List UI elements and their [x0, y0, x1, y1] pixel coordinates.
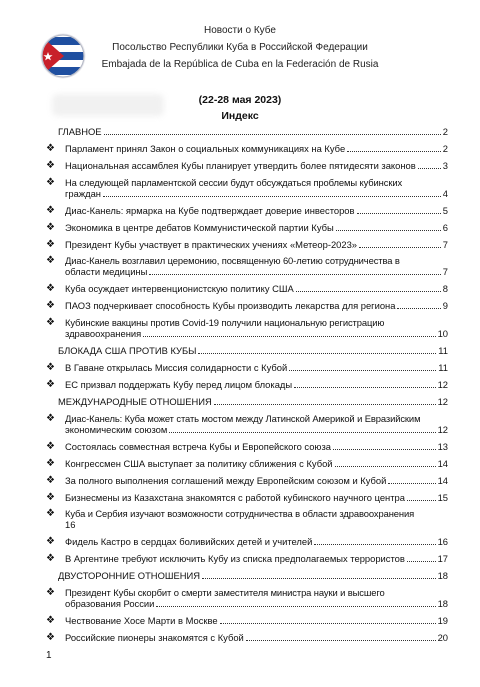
bullet-icon: ❖	[46, 238, 55, 250]
leader-dots	[333, 449, 436, 450]
leader-dots	[246, 640, 436, 641]
toc-label: ЕС призвал поддержать Кубу перед лицом блокады	[65, 379, 293, 390]
leader-dots	[103, 196, 441, 197]
bullet-icon: ❖	[46, 508, 55, 520]
leader-dots	[335, 466, 436, 467]
leader-dots	[397, 308, 440, 309]
toc-page-number: 14	[437, 474, 448, 486]
bullet-icon: ❖	[46, 283, 55, 295]
toc-label: ГЛАВНОЕ	[58, 126, 102, 137]
toc-label-line1: На следующей парламентской сессии будут обсуждаться проблемы кубинских	[65, 176, 403, 188]
bullet-icon: ❖	[46, 615, 55, 627]
bullet-icon: ❖	[46, 176, 55, 188]
bullet-icon: ❖	[46, 491, 55, 503]
toc-page-number: 11	[438, 345, 448, 357]
leader-dots	[149, 274, 440, 275]
toc-page-number: 15	[437, 491, 448, 503]
toc-label-line2: здравоохранения	[65, 328, 142, 340]
toc-label: В Гаване открылась Миссия солидарности с Кубой	[65, 362, 288, 374]
leader-dots	[214, 404, 436, 405]
bullet-icon: ❖	[46, 412, 55, 424]
bullet-icon: ❖	[46, 440, 55, 452]
toc-label-line2: граждан	[65, 187, 101, 199]
toc-label: Куба осуждает интервенционистскую политику США	[65, 283, 294, 295]
bullet-icon: ❖	[46, 300, 55, 312]
toc-label: Экономика в центре дебатов Коммунистической партии Кубы	[65, 221, 334, 233]
toc-page-number: 4	[442, 187, 448, 199]
toc-page-number: 7	[442, 238, 448, 250]
bullet-icon: ❖	[46, 159, 55, 171]
toc-label-line1: Куба и Сербия изучают возможности сотрудничества в области здравоохранения	[65, 508, 415, 520]
leader-dots	[202, 578, 436, 579]
toc-label: Российские пионеры знакомятся с Кубой	[65, 632, 244, 643]
toc-page-number: 10	[437, 328, 448, 340]
leader-dots	[289, 370, 436, 371]
toc-page-number: 2	[442, 142, 448, 154]
toc-label-line2: 16	[65, 519, 76, 531]
toc-page-number: 18	[437, 570, 448, 582]
page-number: 1	[46, 650, 52, 661]
bullet-icon: ❖	[46, 221, 55, 233]
toc-label: БЛОКАДА США ПРОТИВ КУБЫ	[58, 345, 197, 357]
leader-dots	[359, 247, 441, 248]
toc-label-line1: Диас-Канель возглавил церемонию, посвященную 60-летию сотрудничества в	[65, 255, 400, 267]
toc-label: Фидель Кастро в сердцах боливийских детей и учителей	[65, 536, 313, 548]
toc-label: За полного выполнения соглашений между Европейским союзом и Кубой	[65, 474, 387, 486]
leader-dots	[294, 387, 435, 388]
bullet-icon: ❖	[46, 457, 55, 469]
toc-label: ДВУСТОРОННИЕ ОТНОШЕНИЯ	[58, 570, 200, 582]
toc-label: ПАОЗ подчеркивает способность Кубы производить лекарства для региона	[65, 300, 396, 312]
toc-page-number: 17	[437, 553, 448, 565]
toc-label-line2: образования России	[65, 598, 155, 610]
toc-label: Диас-Канель: ярмарка на Кубе подтверждает доверие инвесторов	[65, 204, 355, 216]
leader-dots	[388, 483, 435, 484]
leader-dots	[336, 230, 441, 231]
leader-dots	[104, 134, 441, 135]
toc-page-number: 12	[437, 423, 448, 435]
toc-label: Чествование Хосе Марти в Москве	[65, 615, 218, 627]
bullet-icon: ❖	[46, 587, 55, 599]
toc-label: Президент Кубы участвует в практических учениях «Метеор-2023»	[65, 238, 358, 250]
toc-page-number: 9	[442, 300, 448, 312]
toc-page-number: 18	[437, 598, 448, 610]
date-range: (22-28 мая 2023)	[198, 94, 282, 106]
toc-label-line2: экономическим союзом	[65, 423, 168, 435]
toc-page-number: 12	[437, 379, 448, 390]
bullet-icon: ❖	[46, 142, 55, 154]
leader-dots	[418, 168, 441, 169]
leader-dots	[357, 213, 441, 214]
leader-dots	[347, 151, 441, 152]
leader-dots	[156, 606, 435, 607]
header-title: Новости о Кубе	[204, 25, 276, 36]
toc-page-number: 6	[442, 221, 448, 233]
toc-label: Конгрессмен США выступает за политику сближения с Кубой	[65, 457, 333, 469]
toc-label-line1: Диас-Канель: Куба может стать мостом между Латинской Америкой и Евразийским	[65, 412, 421, 424]
bullet-icon: ❖	[46, 204, 55, 216]
header-embassy-es: Embajada de la República de Cuba en la Federación de Rusia	[101, 59, 379, 70]
toc-label-line1: Президент Кубы скорбит о смерти заместителя министра науки и высшего	[65, 587, 385, 599]
toc-label: Парламент принял Закон о социальных коммуникациях на Кубе	[65, 142, 346, 154]
toc-label: Состоялась совместная встреча Кубы и Европейского союза	[65, 440, 331, 452]
toc-page-number: 12	[437, 395, 448, 407]
toc-page-number: 3	[442, 159, 448, 171]
leader-dots	[296, 291, 441, 292]
bullet-icon: ❖	[46, 379, 55, 390]
toc-label: В Аргентине требуют исключить Кубу из списка предполагаемых террористов	[65, 553, 405, 565]
toc-label: Национальная ассамблея Кубы планирует утвердить более пятидесяти законов	[65, 159, 416, 171]
leader-dots	[314, 544, 435, 545]
toc-page-number: 8	[442, 283, 448, 295]
toc-page-number: 11	[438, 362, 448, 374]
toc-page-number: 16	[437, 536, 448, 548]
bullet-icon: ❖	[46, 317, 55, 329]
toc-page-number: 5	[442, 204, 448, 216]
toc-label-line1: Кубинские вакцины против Covid-19 получили национальную регистрацию	[65, 317, 385, 329]
toc-page-number: 13	[437, 440, 448, 452]
toc-label-line2: области медицины	[65, 266, 148, 278]
toc-label: МЕЖДУНАРОДНЫЕ ОТНОШЕНИЯ	[58, 395, 212, 407]
toc-page-number: 7	[442, 266, 448, 278]
leader-dots	[407, 561, 436, 562]
toc-page-number: 19	[437, 615, 448, 627]
leader-dots	[143, 336, 435, 337]
header-embassy-ru: Посольство Республики Куба в Российской Федерации	[112, 42, 368, 53]
bullet-icon: ❖	[46, 553, 55, 565]
leader-dots	[220, 623, 436, 624]
cuba-flag-emblem-icon	[40, 33, 86, 79]
bullet-icon: ❖	[46, 362, 55, 374]
bullet-icon: ❖	[46, 632, 55, 643]
leader-dots	[407, 500, 436, 501]
toc-page-number: 20	[437, 632, 448, 643]
leader-dots	[169, 432, 435, 433]
bullet-icon: ❖	[46, 536, 55, 548]
bullet-icon: ❖	[46, 255, 55, 267]
toc-page-number: 2	[442, 126, 448, 137]
leader-dots	[198, 353, 436, 354]
bullet-icon: ❖	[46, 474, 55, 486]
index-title: Индекс	[221, 110, 259, 122]
toc-page-number: 14	[437, 457, 448, 469]
toc-label: Бизнесмены из Казахстана знакомятся с работой кубинского научного центра	[65, 491, 405, 503]
